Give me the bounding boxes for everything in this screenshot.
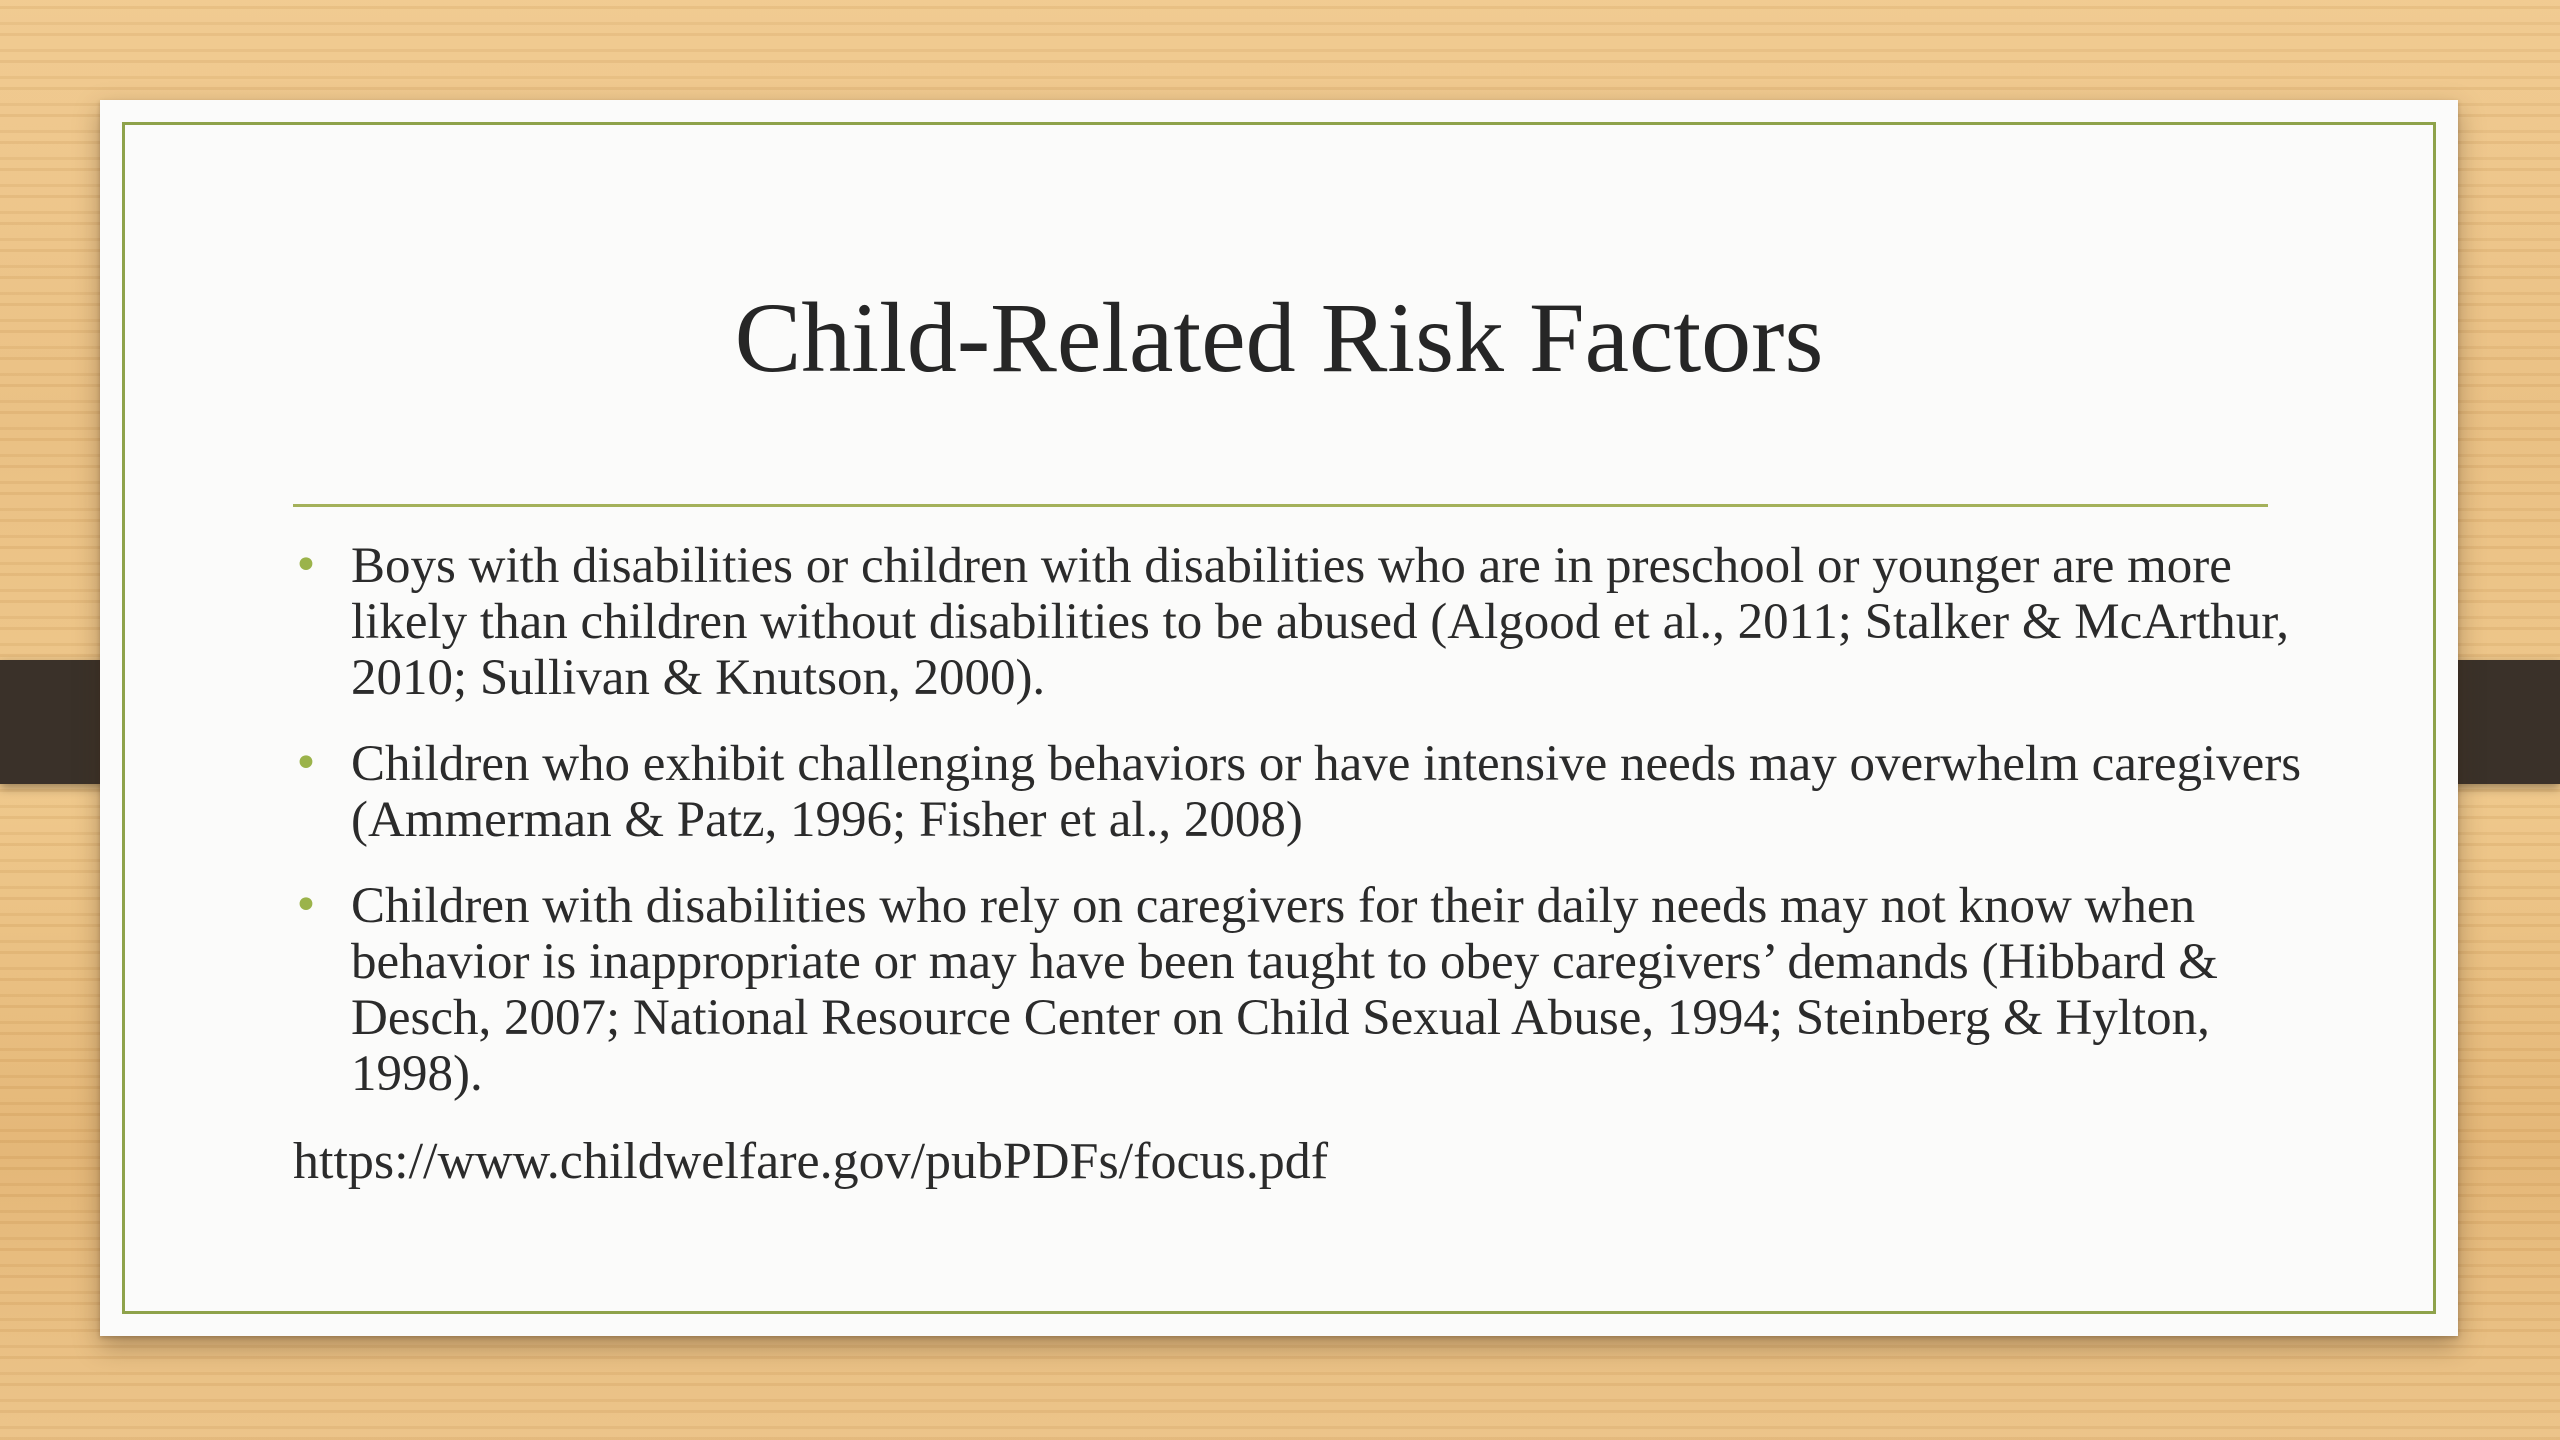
bullet-text: Boys with disabilities or children with disabilities who are in preschool or younger are more likely than children without disabilities to be abused (Algood et al., 2011; Stalker & McArthur, 2010; Sullivan & Knutson, 2000). — [351, 538, 2289, 706]
source-url[interactable]: https://www.childwelfare.gov/pubPDFs/focus.pdf — [293, 1133, 1329, 1190]
bullet-icon: • — [293, 540, 319, 591]
bullet-item — [293, 538, 2303, 706]
title-divider — [293, 504, 2268, 507]
bullet-icon: • — [293, 738, 319, 789]
bullet-item — [293, 736, 2303, 848]
slide-body — [293, 538, 2303, 1192]
bullet-text: Children who exhibit challenging behaviors or have intensive needs may overwhelm caregivers (Ammerman & Patz, 1996; Fisher et al., 2008) — [351, 736, 2302, 848]
slide-card — [100, 100, 2458, 1336]
bullet-text: Children with disabilities who rely on caregivers for their daily needs may not know when behavior is inappropriate or may have been taught to obey caregivers’ demands (Hibbard & Desch, 2007; National Resource Center on Child Sexual Abuse, 1994; Steinberg & Hylton, 1998). — [351, 878, 2218, 1102]
bullet-list — [293, 538, 2303, 1102]
bullet-item — [293, 878, 2303, 1102]
slide-title: Child-Related Risk Factors — [734, 282, 1824, 393]
bullet-icon: • — [293, 880, 319, 931]
